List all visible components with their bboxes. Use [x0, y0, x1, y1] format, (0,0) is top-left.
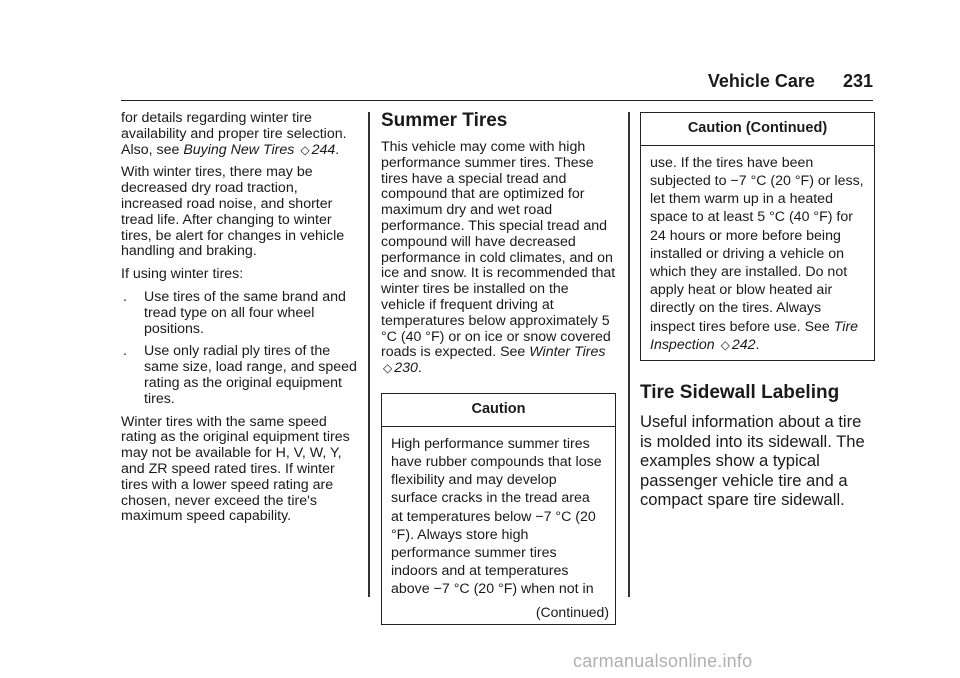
bullet-mark: .: [123, 343, 127, 360]
column-2: [381, 111, 616, 625]
caution-title: Caution (Continued): [641, 113, 874, 146]
caution-box-continued: [640, 112, 875, 361]
page-number: 231: [842, 71, 873, 91]
page-reference-arrow-icon: ◇: [383, 361, 393, 376]
paragraph: Winter tires with the same speed rating as the original equipment tires may not be available for H, V, W, Y, and ZR speed rated tires. If winter tires with a lower speed rating are chosen, never exceed the tire's maximum speed capability.: [121, 413, 350, 525]
section-heading: Summer Tires: [381, 110, 508, 131]
cross-reference-link[interactable]: Buying New Tires: [183, 141, 295, 158]
section-title: Vehicle Care: [707, 71, 815, 91]
paragraph: for details regarding winter tire availability and proper tire selection. Also, see Buying New Tires ◇ 244.: [121, 110, 347, 158]
column-1: [121, 111, 357, 532]
cross-reference-link[interactable]: Tire Inspection: [650, 318, 859, 353]
page-reference-arrow-icon: ◇: [300, 142, 310, 157]
paragraph: Useful information about a tire is molded into its sidewall. The examples show a typical passenger vehicle tire and a compact spare tire sidewall.: [640, 412, 865, 510]
paragraph: If using winter tires:: [121, 266, 244, 283]
page-header: [708, 71, 873, 92]
cross-reference-page[interactable]: 242: [731, 336, 756, 353]
cross-reference-page[interactable]: 230: [394, 360, 418, 377]
paragraph: With winter tires, there may be decreased dry road traction, increased road noise, and shorter tread life. After changing to winter tires, be alert for changes in vehicle handling and braking.: [121, 164, 345, 260]
column-3: [640, 111, 875, 517]
bullet-mark: .: [123, 288, 127, 305]
caution-title: Caution: [382, 394, 615, 427]
header-rule: [121, 100, 873, 101]
column-divider-1: [368, 112, 370, 597]
page-reference-arrow-icon: ◇: [720, 337, 730, 352]
watermark: carmanualsonline.info: [573, 651, 753, 671]
column-divider-2: [628, 112, 630, 597]
paragraph: This vehicle may come with high performance summer tires. These tires have a special tread and compound that are optimized for maximum dry and wet road performance. This special tread and compound will have decreased performance in cold climates, and on ice and snow. It is recommended that winter tires be installed on the vehicle if frequent driving at temperatures below approximately 5 °C (40 °F) or on ice or snow covered roads is expected. See Winter Tires ◇ 230.: [381, 139, 616, 377]
continued-label: (Continued): [535, 603, 609, 620]
cross-reference-page[interactable]: 244: [311, 141, 336, 158]
caution-box: [381, 393, 616, 625]
caution-body: use. If the tires have been subjected to −7 °C (20 °F) or less, let them warm up in a heated space to at least 5 °C (40 °F) for 24 hours or more before being installed or driving a vehicle on which they are installed. Do not apply heat or blow heated air directly on the tires. Always inspect tires before use. See Tire Inspection ◇ 242.: [650, 154, 864, 353]
list-item: . Use only radial ply tires of the same size, load range, and speed rating as the original equipment tires.: [123, 343, 357, 407]
cross-reference-link[interactable]: Winter Tires: [529, 344, 606, 361]
caution-body: High performance summer tires have rubber compounds that lose flexibility and may develop surface cracks in the tread area at temperatures below −7 °C (20 °F). Always store high performance summer tires indoors and at temperatures above −7 °C (20 °F) when not in: [391, 435, 602, 598]
section-heading: Tire Sidewall Labeling: [640, 382, 840, 404]
list-item: . Use tires of the same brand and tread type on all four wheel positions.: [123, 288, 346, 337]
